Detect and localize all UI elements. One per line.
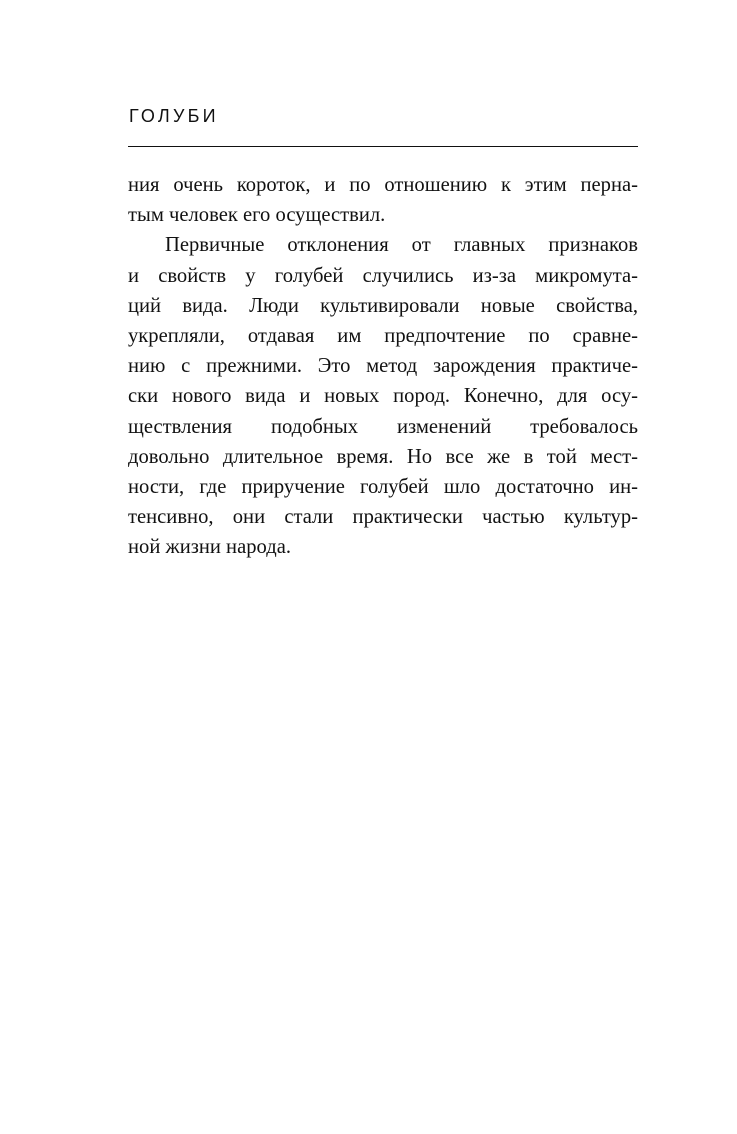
text-line: тенсивно, они стали практически частью культур- [128, 506, 638, 529]
text-line: ций вида. Люди культивировали новые свойства, [128, 294, 638, 317]
paragraph-2 [128, 230, 638, 562]
text-line: ски нового вида и новых пород. Конечно, для осу- [128, 385, 638, 408]
text-line: ществления подобных изменений требовалось [128, 415, 638, 438]
text-line: Первичные отклонения от главных признаков [165, 234, 638, 257]
text-line: ния очень короток, и по отношению к этим перна- [128, 174, 638, 196]
body-text [128, 170, 638, 562]
text-line: ной жизни народа. [128, 536, 291, 559]
text-line: укрепляли, отдавая им предпочтение по сравне- [128, 324, 638, 347]
header-rule [128, 146, 638, 147]
text-line: ности, где приручение голубей шло достаточно ин- [128, 475, 638, 498]
text-line: и свойств у голубей случились из-за микромута- [128, 264, 638, 287]
running-title: ГОЛУБИ [129, 106, 219, 126]
paragraph-1 [128, 170, 638, 230]
text-line: тым человек его осуществил. [128, 204, 386, 227]
text-line: довольно длительное время. Но все же в той мест- [128, 445, 638, 468]
page-header [128, 104, 638, 128]
text-line: нию с прежними. Это метод зарождения практиче- [128, 355, 638, 378]
